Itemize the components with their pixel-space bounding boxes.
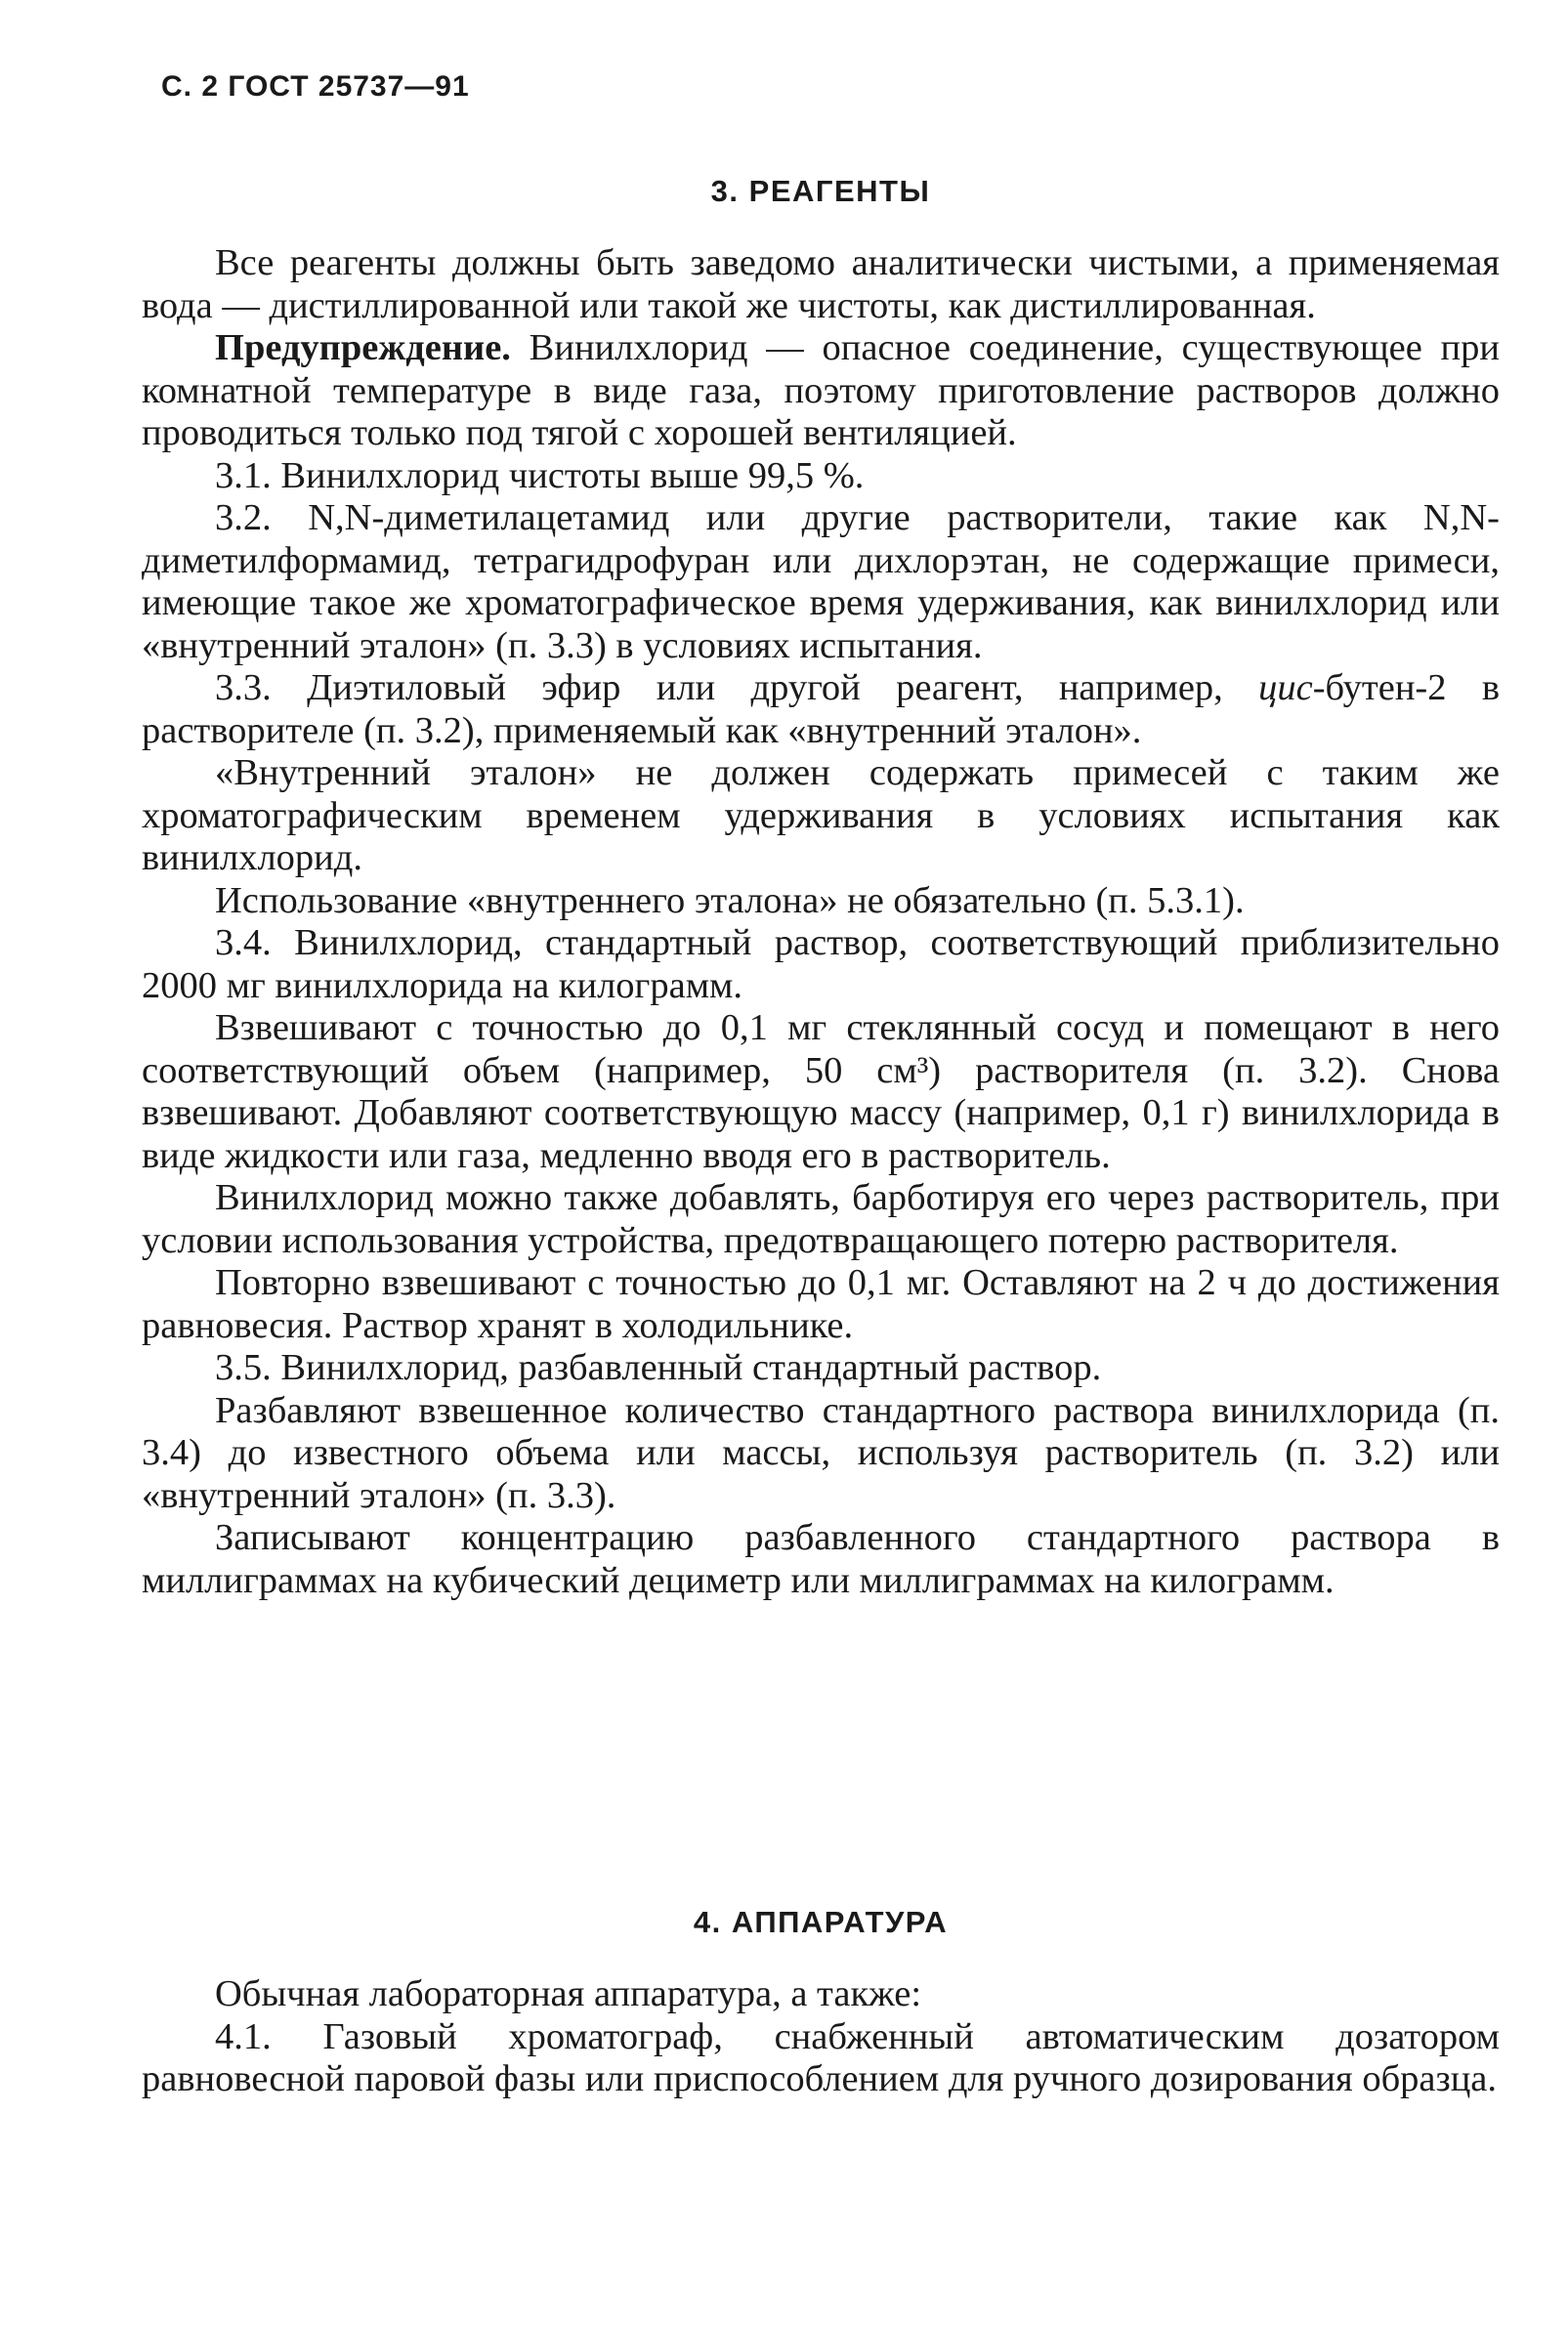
clause-3-5: 3.5. Винилхлорид, разбавленный стандартный раствор. — [215, 1347, 1102, 1388]
weighing-procedure: Взвешивают с точностью до 0,1 мг стеклянный сосуд и помещают в него соответствующий объем (например, 50 см³) растворителя (п. 3.2). Снова взвешивают. Добавляют соответствующую массу (например, 0,1 г) винилхлорида в виде жидкости или газа, медленно вводя его в растворитель. — [142, 1007, 1500, 1176]
bubbling-procedure: Винилхлорид можно также добавлять, барботируя его через растворитель, при условии использования устройства, предотвращающего потерю растворителя. — [142, 1177, 1500, 1261]
clause-3-2: 3.2. N,N-диметилацетамид или другие растворители, такие как N,N-диметилформамид, тетрагидрофуран или дихлорэтан, не содержащие примеси, имеющие такое же хроматографическое время удерживания, как винилхлорид или «внутренний эталон» (п. 3.3) в условиях испытания. — [142, 497, 1500, 666]
warning-label: Предупреждение. — [215, 327, 511, 368]
reweighing-procedure: Повторно взвешивают с точностью до 0,1 мг. Оставляют на 2 ч до достижения равновесия. Раствор хранят в холодильнике. — [142, 1262, 1500, 1346]
clause-3-3-italic: цис — [1258, 667, 1313, 708]
section-4-title: 4. АППАРАТУРА — [693, 1905, 949, 1939]
clause-3-3-part-a: 3.3. Диэтиловый эфир или другой реагент, например, — [215, 667, 1259, 708]
warning-text: Винилхлорид — опасное соединение, существующее при комнатной температуре в виде газа, поэтому приготовление растворов должно проводиться только под тягой с хорошей вентиляцией. — [142, 327, 1500, 453]
section-3-title: 3. РЕАГЕНТЫ — [710, 174, 931, 208]
internal-standard-usage: Использование «внутреннего эталона» не обязательно (п. 5.3.1). — [215, 879, 1245, 921]
clause-3-3-part-b: -бутен-2 в растворителе (п. 3.2), применяемый как «внутренний эталон». — [142, 667, 1500, 751]
section-4-body — [142, 1973, 1500, 2101]
record-concentration: Записывают концентрацию разбавленного стандартного раствора в миллиграммах на кубический дециметр или миллиграммах на килограмм. — [142, 1517, 1500, 1601]
internal-standard-note: «Внутренний эталон» не должен содержать примесей с таким же хроматографическим временем удерживания в условиях испытания как винилхлорид. — [142, 752, 1500, 878]
clause-3-3 — [142, 667, 1500, 752]
clause-4-1: 4.1. Газовый хроматограф, снабженный автоматическим дозатором равновесной паровой фазы или приспособлением для ручного дозирования образца. — [142, 2015, 1500, 2099]
reagents-intro: Все реагенты должны быть заведомо аналитически чистыми, а применяемая вода — дистиллированной или такой же чистоты, как дистиллированная. — [142, 242, 1500, 326]
section-3-body — [142, 242, 1500, 1602]
apparatus-intro: Обычная лабораторная аппаратура, а также: — [215, 1973, 922, 2014]
dilution-procedure: Разбавляют взвешенное количество стандартного раствора винилхлорида (п. 3.4) до известного объема или массы, используя растворитель (п. 3.2) или «внутренний эталон» (п. 3.3). — [142, 1389, 1500, 1516]
warning-paragraph — [142, 327, 1500, 455]
clause-3-4: 3.4. Винилхлорид, стандартный раствор, соответствующий приблизительно 2000 мг винилхлорида на килограмм. — [142, 922, 1500, 1006]
running-head: С. 2 ГОСТ 25737—91 — [161, 70, 470, 103]
clause-3-1: 3.1. Винилхлорид чистоты выше 99,5 %. — [215, 454, 865, 496]
